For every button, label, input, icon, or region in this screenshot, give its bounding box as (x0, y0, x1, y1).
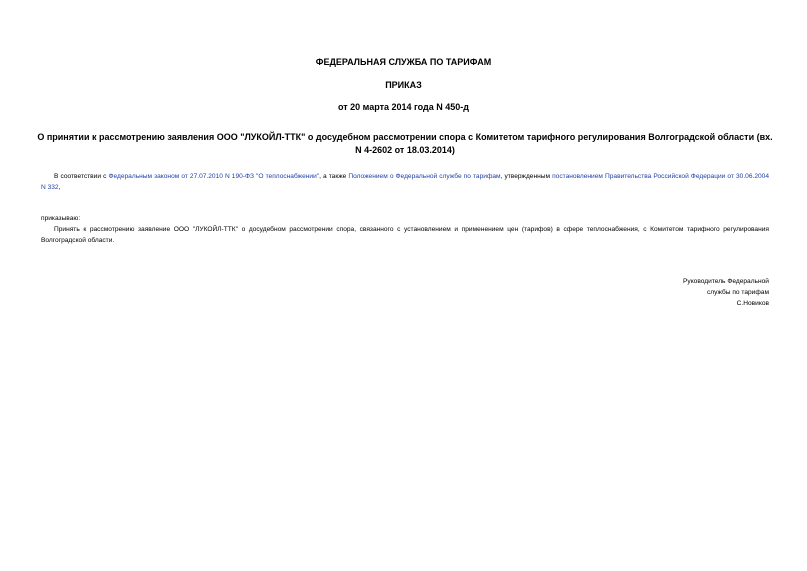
preamble-middle2: , утвержденным (500, 173, 553, 180)
document-title: О принятии к рассмотрению заявления ООО "ЛУКОЙЛ-ТТК" о досудебном рассмотрении спора с Комитетом тарифного регулирования Волгоградской области (вх. N 4-2602 от 18.03.2014) (37, 132, 773, 155)
preamble-suffix: , (58, 184, 61, 191)
link-federal-law[interactable]: Федеральным законом от 27.07.2010 N 190-ФЗ "О теплоснабжении" (108, 173, 320, 180)
link-fst-regulation[interactable]: Положением о Федеральной службе по тарифам (348, 173, 501, 180)
link-government-resolution[interactable]: постановлением Правительства Российской Федерации от 30.06.2004 N 332 (41, 173, 769, 191)
document-type: ПРИКАЗ (385, 80, 422, 90)
preamble-middle: , а также (319, 173, 349, 180)
preamble-paragraph (41, 171, 769, 193)
signature-position-line1: Руководитель Федеральной (683, 278, 769, 285)
order-word: приказываю: (41, 215, 81, 222)
decision-text: Принять к рассмотрению заявление ООО "ЛУКОЙЛ-ТТК" о досудебном рассмотрении спора, связанного с установлением и применением цен (тарифов) в сфере теплоснабжения, с Комитетом тарифного регулирования Волгоградской области. (41, 226, 769, 244)
agency-name: ФЕДЕРАЛЬНАЯ СЛУЖБА ПО ТАРИФАМ (315, 57, 492, 67)
signature-position-line2: службы по тарифам (706, 289, 769, 296)
preamble-prefix: В соответствии с (54, 173, 109, 180)
signature-name: С.Новиков (736, 300, 769, 307)
decision-paragraph (41, 224, 769, 246)
document-date-number: от 20 марта 2014 года N 450-д (337, 102, 469, 112)
